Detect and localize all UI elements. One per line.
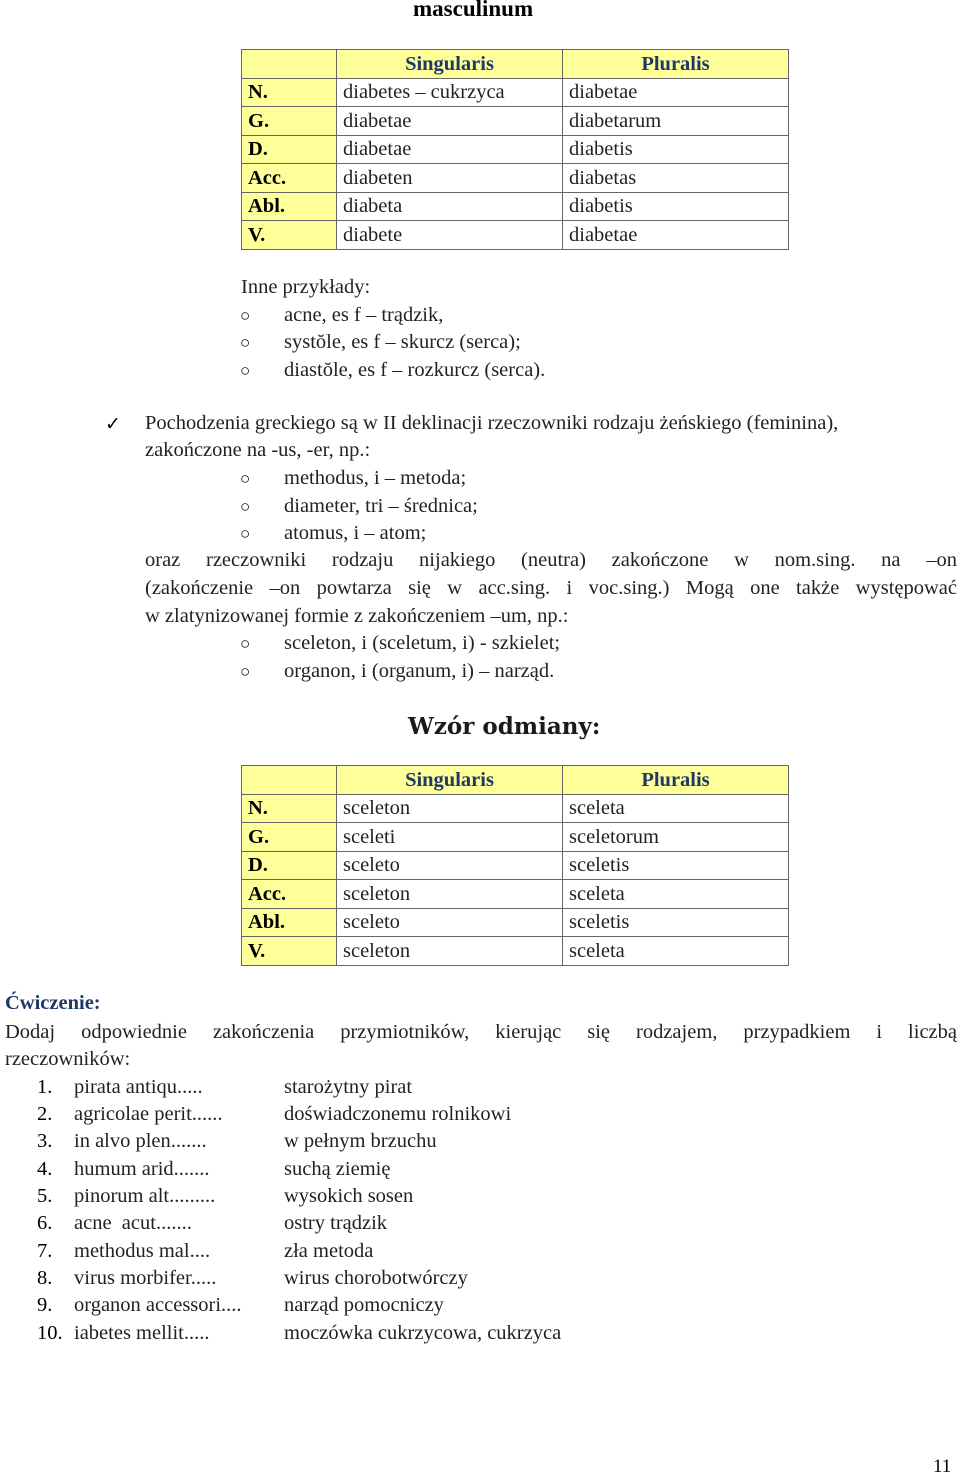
neutra-paragraph-line3: w zlatynizowanej formie z zakończeniem –um, np.: (145, 605, 569, 627)
case-label: Abl. (242, 908, 337, 937)
greek-note-line1: Pochodzenia greckiego są w II deklinacji rzeczowniki rodzaju żeńskiego (feminina), (145, 412, 839, 434)
item-latin: methodus mal.... (74, 1240, 211, 1262)
plural-form: diabetis (563, 135, 789, 164)
bullet-icon: ○ (240, 333, 251, 352)
case-label: V. (242, 937, 337, 966)
neutra-paragraph-line2: (zakończenie –on powtarza się w acc.sing. i voc.sing.) Mogą one także występować (145, 577, 957, 599)
bullet-icon: ○ (240, 361, 251, 380)
neutra-example-item: sceleton, i (sceletum, i) - szkielet; (284, 632, 561, 654)
table-row (242, 851, 789, 880)
singular-form: diabete (337, 221, 563, 250)
item-number: 9. (37, 1294, 53, 1316)
exercise-instruction-line2: rzeczowników: (5, 1048, 131, 1070)
plural-form: diabetae (563, 78, 789, 107)
item-latin: agricolae perit...... (74, 1103, 223, 1125)
item-polish: ostry trądzik (284, 1212, 388, 1234)
table-row (242, 880, 789, 909)
case-label: Acc. (242, 880, 337, 909)
item-polish: moczówka cukrzycowa, cukrzyca (284, 1322, 562, 1344)
bullet-icon: ○ (240, 634, 251, 653)
header-pluralis: Pluralis (563, 766, 789, 795)
item-polish: starożytny pirat (284, 1076, 413, 1098)
header-blank-cell (242, 50, 337, 79)
singular-form: sceleton (337, 937, 563, 966)
case-label: G. (242, 823, 337, 852)
item-number: 7. (37, 1240, 53, 1262)
neutra-example-item: organon, i (organum, i) – narząd. (284, 660, 555, 682)
item-number: 10. (37, 1322, 63, 1344)
header-singularis: Singularis (337, 766, 563, 795)
item-polish: zła metoda (284, 1240, 374, 1262)
greek-example-item: atomus, i – atom; (284, 522, 427, 544)
greek-example-item: diameter, tri – średnica; (284, 495, 478, 517)
plural-form: diabetarum (563, 107, 789, 136)
item-latin: humum arid....... (74, 1158, 210, 1180)
case-label: D. (242, 851, 337, 880)
singular-form: sceleto (337, 851, 563, 880)
case-label: V. (242, 221, 337, 250)
bullet-icon: ○ (240, 497, 251, 516)
item-number: 8. (37, 1267, 53, 1289)
item-polish: suchą ziemię (284, 1158, 391, 1180)
item-latin: in alvo plen....... (74, 1130, 207, 1152)
item-polish: narząd pomocniczy (284, 1294, 444, 1316)
table-header-row (242, 50, 789, 79)
header-blank-cell (242, 766, 337, 795)
item-number: 4. (37, 1158, 53, 1180)
table-row (242, 107, 789, 136)
table-header-row (242, 766, 789, 795)
item-number: 5. (37, 1185, 53, 1207)
item-number: 3. (37, 1130, 53, 1152)
table-row (242, 164, 789, 193)
item-latin: pirata antiqu..... (74, 1076, 203, 1098)
table-row (242, 78, 789, 107)
item-number: 6. (37, 1212, 53, 1234)
plural-form: diabetas (563, 164, 789, 193)
singular-form: sceleto (337, 908, 563, 937)
table-row (242, 192, 789, 221)
plural-form: diabetis (563, 192, 789, 221)
page-number: 11 (933, 1456, 952, 1477)
item-polish: wysokich sosen (284, 1185, 414, 1207)
greek-example-item: methodus, i – metoda; (284, 467, 467, 489)
singular-form: sceleton (337, 794, 563, 823)
table-row (242, 135, 789, 164)
pattern-title: Wzór odmiany: (408, 713, 601, 740)
neutra-paragraph-line1: oraz rzeczowniki rodzaju nijakiego (neutra) zakończone w nom.sing. na –on (145, 549, 957, 571)
case-label: D. (242, 135, 337, 164)
case-label: N. (242, 794, 337, 823)
item-polish: doświadczonemu rolnikowi (284, 1103, 512, 1125)
greek-note-line2: zakończone na -us, -er, np.: (145, 439, 371, 461)
table-row (242, 794, 789, 823)
case-label: Acc. (242, 164, 337, 193)
case-label: Abl. (242, 192, 337, 221)
table-row (242, 823, 789, 852)
section-heading: masculinum (413, 0, 534, 21)
table-row (242, 937, 789, 966)
example-item: diastŏle, es f – rozkurcz (serca). (284, 359, 546, 381)
item-latin: virus morbifer..... (74, 1267, 217, 1289)
declension-table-sceleton (241, 765, 789, 966)
exercise-instruction-line1: Dodaj odpowiednie zakończenia przymiotników, kierując się rodzajem, przypadkiem i liczbą (5, 1021, 957, 1043)
item-latin: pinorum alt......... (74, 1185, 216, 1207)
singular-form: sceleti (337, 823, 563, 852)
examples-intro: Inne przykłady: (241, 276, 371, 298)
example-item: systŏle, es f – skurcz (serca); (284, 331, 521, 353)
bullet-icon: ○ (240, 662, 251, 681)
plural-form: sceletorum (563, 823, 789, 852)
declension-table-diabetes (241, 49, 789, 250)
singular-form: diabetes – cukrzyca (337, 78, 563, 107)
item-latin: organon accessori.... (74, 1294, 242, 1316)
case-label: N. (242, 78, 337, 107)
header-pluralis: Pluralis (563, 50, 789, 79)
example-item: acne, es f – trądzik, (284, 304, 444, 326)
plural-form: sceleta (563, 937, 789, 966)
bullet-icon: ○ (240, 469, 251, 488)
singular-form: diabetae (337, 135, 563, 164)
singular-form: diabetae (337, 107, 563, 136)
singular-form: diabeten (337, 164, 563, 193)
plural-form: sceletis (563, 908, 789, 937)
item-latin: acne acut....... (74, 1212, 192, 1234)
plural-form: sceletis (563, 851, 789, 880)
exercise-title: Ćwiczenie: (5, 992, 101, 1014)
singular-form: diabeta (337, 192, 563, 221)
plural-form: sceleta (563, 880, 789, 909)
plural-form: diabetae (563, 221, 789, 250)
item-polish: w pełnym brzuchu (284, 1130, 437, 1152)
table-row (242, 221, 789, 250)
header-singularis: Singularis (337, 50, 563, 79)
table-row (242, 908, 789, 937)
case-label: G. (242, 107, 337, 136)
checkmark-icon: ✓ (105, 414, 121, 435)
item-number: 2. (37, 1103, 53, 1125)
singular-form: sceleton (337, 880, 563, 909)
plural-form: sceleta (563, 794, 789, 823)
bullet-icon: ○ (240, 306, 251, 325)
bullet-icon: ○ (240, 524, 251, 543)
item-latin: iabetes mellit..... (74, 1322, 210, 1344)
item-polish: wirus chorobotwórczy (284, 1267, 468, 1289)
item-number: 1. (37, 1076, 53, 1098)
